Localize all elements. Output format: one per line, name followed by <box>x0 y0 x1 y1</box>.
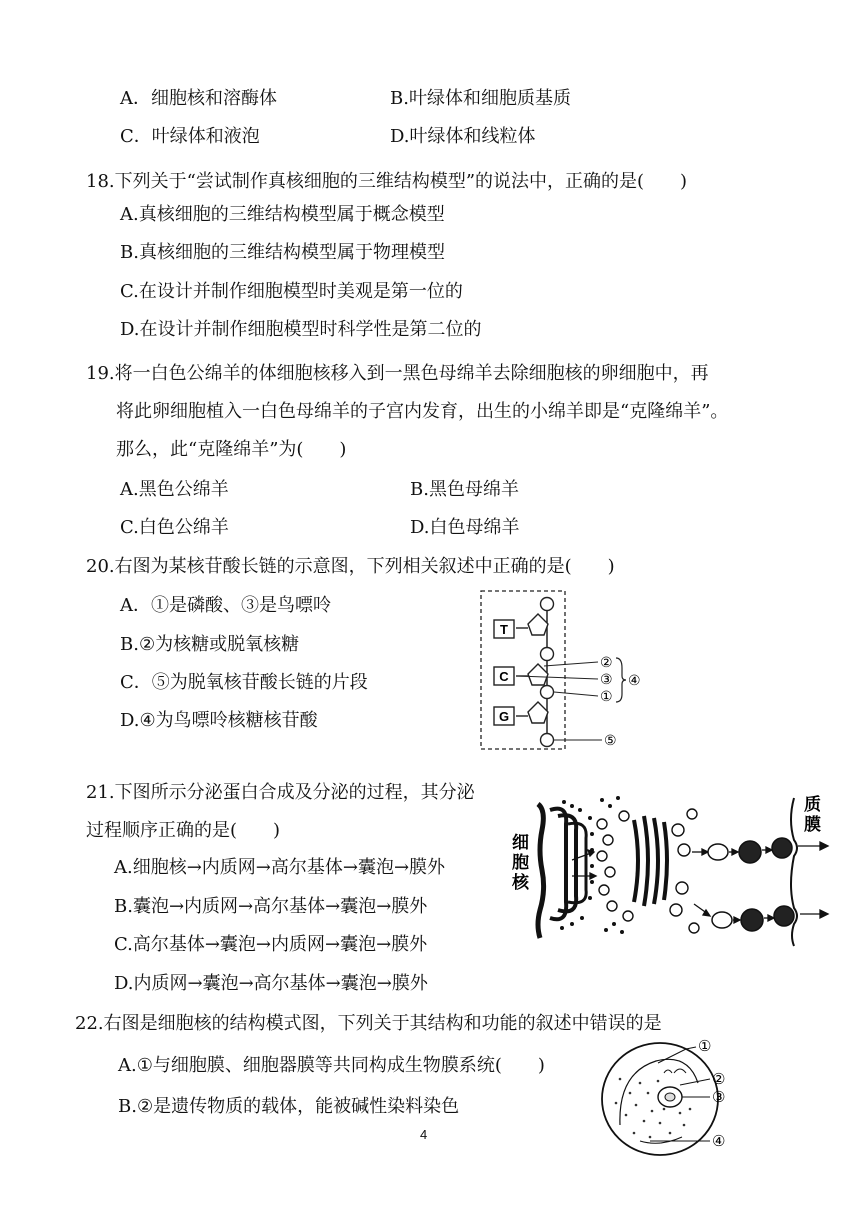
q18-option-c: C.在设计并制作细胞模型时美观是第一位的 <box>120 281 463 302</box>
label-2: ② <box>600 655 613 671</box>
label-membrane-char1: 质 <box>804 795 821 815</box>
base-label-c: C <box>499 669 509 684</box>
q20-stem: 20.右图为某核苷酸长链的示意图，下列相关叙述中正确的是( ) <box>86 556 615 577</box>
label-nucleus-char3: 核 <box>512 873 529 893</box>
q20-option-d: D.④为鸟嘌呤核糖核苷酸 <box>120 710 318 731</box>
sugar-pentagon <box>528 614 548 635</box>
label-2: ② <box>712 1070 726 1088</box>
q20-option-c: C．⑤为脱氧核苷酸长链的片段 <box>120 672 368 693</box>
transport-vesicles <box>597 811 633 921</box>
q19-option-a: A.黑色公绵羊 <box>120 479 229 500</box>
phosphate-circle <box>541 648 554 661</box>
q21-option-d: D.内质网→囊泡→高尔基体→囊泡→膜外 <box>114 973 428 994</box>
secretion-figure <box>506 790 840 950</box>
q21-stem-line1: 21.下图所示分泌蛋白合成及分泌的过程，其分泌 <box>86 782 475 803</box>
nucleotide-chain-svg <box>478 588 653 753</box>
secretion-svg <box>506 790 840 950</box>
q17-option-d: D.叶绿体和线粒体 <box>390 126 536 147</box>
label-1: ① <box>600 689 613 705</box>
q19-stem-line1: 19.将一白色公绵羊的体细胞核移入到一黑色母绵羊去除细胞核的卵细胞中，再 <box>86 363 709 384</box>
phosphate-circle <box>541 686 554 699</box>
q17-option-c: C．叶绿体和液泡 <box>120 126 260 147</box>
label-5: ⑤ <box>604 733 617 749</box>
label-nucleus <box>511 833 535 893</box>
label-3: ③ <box>712 1088 726 1106</box>
q20-option-b: B.②为核糖或脱氧核糖 <box>120 634 300 655</box>
nucleotide-chain-figure <box>478 588 653 753</box>
golgi-apparatus <box>634 816 667 906</box>
q19-option-b: B.黑色母绵羊 <box>410 479 519 500</box>
q18-stem: 18.下列关于“尝试制作真核细胞的三维结构模型”的说法中，正确的是( ) <box>86 171 688 192</box>
label-membrane-char2: 膜 <box>804 815 821 835</box>
q21-option-a: A.细胞核→内质网→高尔基体→囊泡→膜外 <box>114 857 446 878</box>
secretory-vesicles <box>708 838 794 931</box>
q17-option-b: B.叶绿体和细胞质基质 <box>390 88 571 109</box>
q21-stem-line2: 过程顺序正确的是( ) <box>86 820 281 841</box>
phosphate-circle <box>541 734 554 747</box>
q21-option-c: C.高尔基体→囊泡→内质网→囊泡→膜外 <box>114 934 428 955</box>
plasma-membrane <box>791 798 797 946</box>
q22-stem: 22.右图是细胞核的结构模式图，下列关于其结构和功能的叙述中错误的是 <box>75 1013 662 1034</box>
brace <box>616 658 626 702</box>
golgi-to-vesicle-arrows <box>692 849 710 916</box>
q22-option-a: A.①与细胞膜、细胞器膜等共同构成生物膜系统( ) <box>118 1055 545 1076</box>
q19-stem-line3: 那么，此“克隆绵羊”为( ) <box>116 439 347 460</box>
q21-option-b: B.囊泡→内质网→高尔基体→囊泡→膜外 <box>114 896 428 917</box>
label-nucleus-char2: 胞 <box>512 853 529 873</box>
label-4: ④ <box>712 1132 726 1150</box>
label-1: ① <box>698 1037 712 1055</box>
sugar-pentagon <box>528 664 548 685</box>
label-membrane <box>804 794 827 835</box>
q18-option-d: D.在设计并制作细胞模型时科学性是第二位的 <box>120 319 482 340</box>
sugar-pentagon <box>528 702 548 723</box>
phosphate-circle <box>541 598 554 611</box>
label-nucleus-char1: 细 <box>512 833 529 853</box>
q19-option-c: C.白色公绵羊 <box>120 517 229 538</box>
nuclear-envelope <box>538 804 544 938</box>
q20-option-a: A．①是磷酸、③是鸟嘌呤 <box>120 595 331 616</box>
q18-option-a: A.真核细胞的三维结构模型属于概念模型 <box>120 204 445 225</box>
label-3: ③ <box>600 672 613 688</box>
golgi-vesicles <box>670 809 699 933</box>
q19-option-d: D.白色母绵羊 <box>410 517 520 538</box>
q22-option-b: B.②是遗传物质的载体，能被碱性染料染色 <box>118 1096 460 1117</box>
q19-stem-line2: 将此卵细胞植入一白色母绵羊的子宫内发育，出生的小绵羊即是“克隆绵羊”。 <box>116 401 729 422</box>
er-cisterna <box>550 809 566 920</box>
q17-option-a: A．细胞核和溶酶体 <box>120 88 277 109</box>
base-label-g: G <box>498 709 510 724</box>
base-label-t: T <box>500 622 508 637</box>
nucleus-structure-svg <box>600 1033 750 1158</box>
q18-option-b: B.真核细胞的三维结构模型属于物理模型 <box>120 242 445 263</box>
label-4: ④ <box>628 673 641 689</box>
nucleus-structure-figure <box>600 1033 750 1158</box>
page-number: 4 <box>420 1127 428 1142</box>
